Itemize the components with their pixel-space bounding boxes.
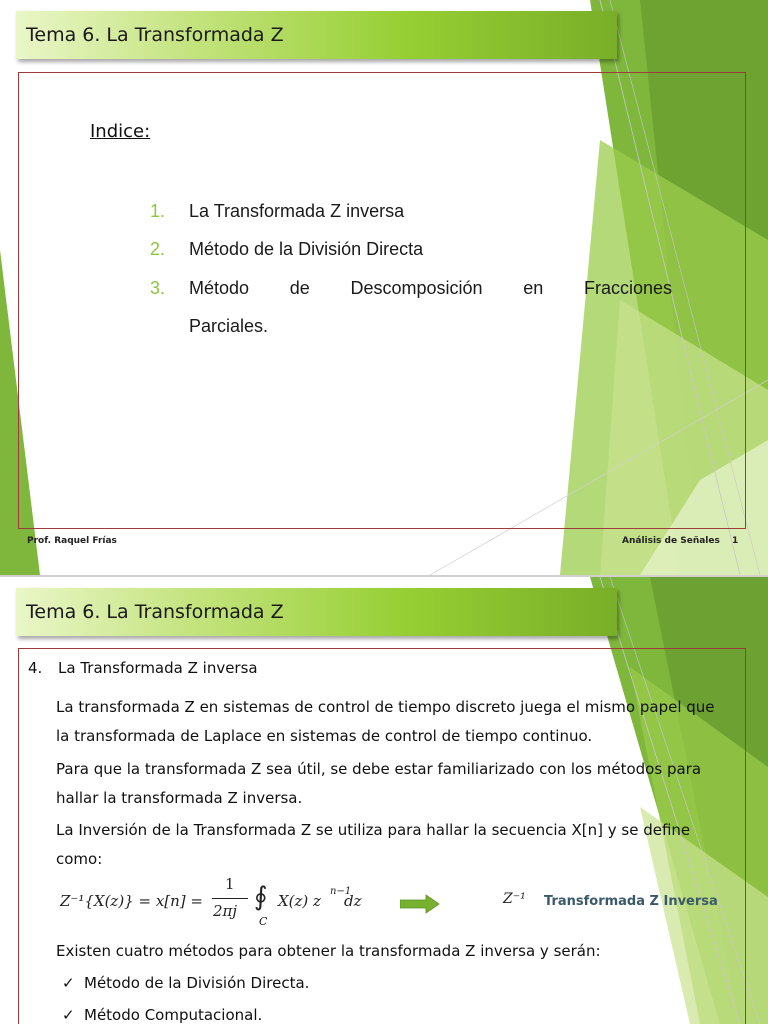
formula-integrand: X(z) z xyxy=(278,892,321,910)
toc-text: Parciales. xyxy=(189,316,269,336)
page-number: 1 xyxy=(732,536,739,546)
inverse-z-symbol: Z⁻¹ xyxy=(503,891,526,907)
toc-number: 1. xyxy=(150,201,166,221)
section-title: La Transformada Z inversa xyxy=(58,659,258,677)
formula-contour: C xyxy=(259,915,268,928)
toc-text: Método de la División Directa xyxy=(189,239,424,259)
inverse-z-formula xyxy=(60,877,380,935)
method-text: Método de la División Directa. xyxy=(84,974,310,992)
paragraph-line: La transformada Z en sistemas de control de tiempo discreto juega el mismo papel que xyxy=(56,698,715,716)
paragraph-line: como: xyxy=(56,850,103,868)
checkmark-icon: ✓ xyxy=(62,1006,75,1024)
checkmark-icon: ✓ xyxy=(62,974,75,992)
toc-text: La Transformada Z inversa xyxy=(189,201,405,221)
inverse-z-label: Transformada Z Inversa xyxy=(544,894,718,909)
slide-title-bar xyxy=(16,11,617,59)
slide-title: Tema 6. La Transformada Z xyxy=(26,601,284,623)
paragraph-line: hallar la transformada Z inversa. xyxy=(56,789,303,807)
formula-exponent: n−1 xyxy=(330,886,352,897)
formula-dz: dz xyxy=(344,892,362,910)
paragraph-line: la transformada de Laplace en sistemas de control de tiempo continuo. xyxy=(56,727,593,745)
slide-title: Tema 6. La Transformada Z xyxy=(26,24,284,46)
toc-text: Método de Descomposición en Fracciones xyxy=(189,278,672,298)
method-text: Método Computacional. xyxy=(84,1006,263,1024)
fraction-bar xyxy=(212,898,248,899)
paragraph-line: La Inversión de la Transformada Z se utiliza para hallar la secuencia X[n] y se define xyxy=(56,821,691,839)
footer-author: Prof. Raquel Frías xyxy=(27,536,117,546)
slide-title-bar xyxy=(16,588,617,636)
method-item-2 xyxy=(62,1006,262,1024)
contour-integral-symbol: ∮ xyxy=(254,882,268,912)
formula-fraction-denominator: 2πj xyxy=(213,902,238,920)
toc-number: 2. xyxy=(150,239,166,259)
formula-lhs: Z⁻¹{X(z)} = x[n] = xyxy=(60,892,203,910)
arrow-right-icon xyxy=(400,894,440,914)
methods-intro: Existen cuatro métodos para obtener la transformada Z inversa y serán: xyxy=(56,942,601,960)
paragraph-line: Para que la transformada Z sea útil, se debe estar familiarizado con los métodos para xyxy=(56,760,702,778)
slide-2 xyxy=(0,577,768,1024)
toc-number: 3. xyxy=(150,278,166,298)
formula-fraction-numerator: 1 xyxy=(225,875,235,893)
method-item-1 xyxy=(62,974,309,992)
footer-course: Análisis de Señales xyxy=(622,536,720,546)
index-heading: Indice: xyxy=(90,121,151,142)
section-number: 4. xyxy=(28,659,43,677)
